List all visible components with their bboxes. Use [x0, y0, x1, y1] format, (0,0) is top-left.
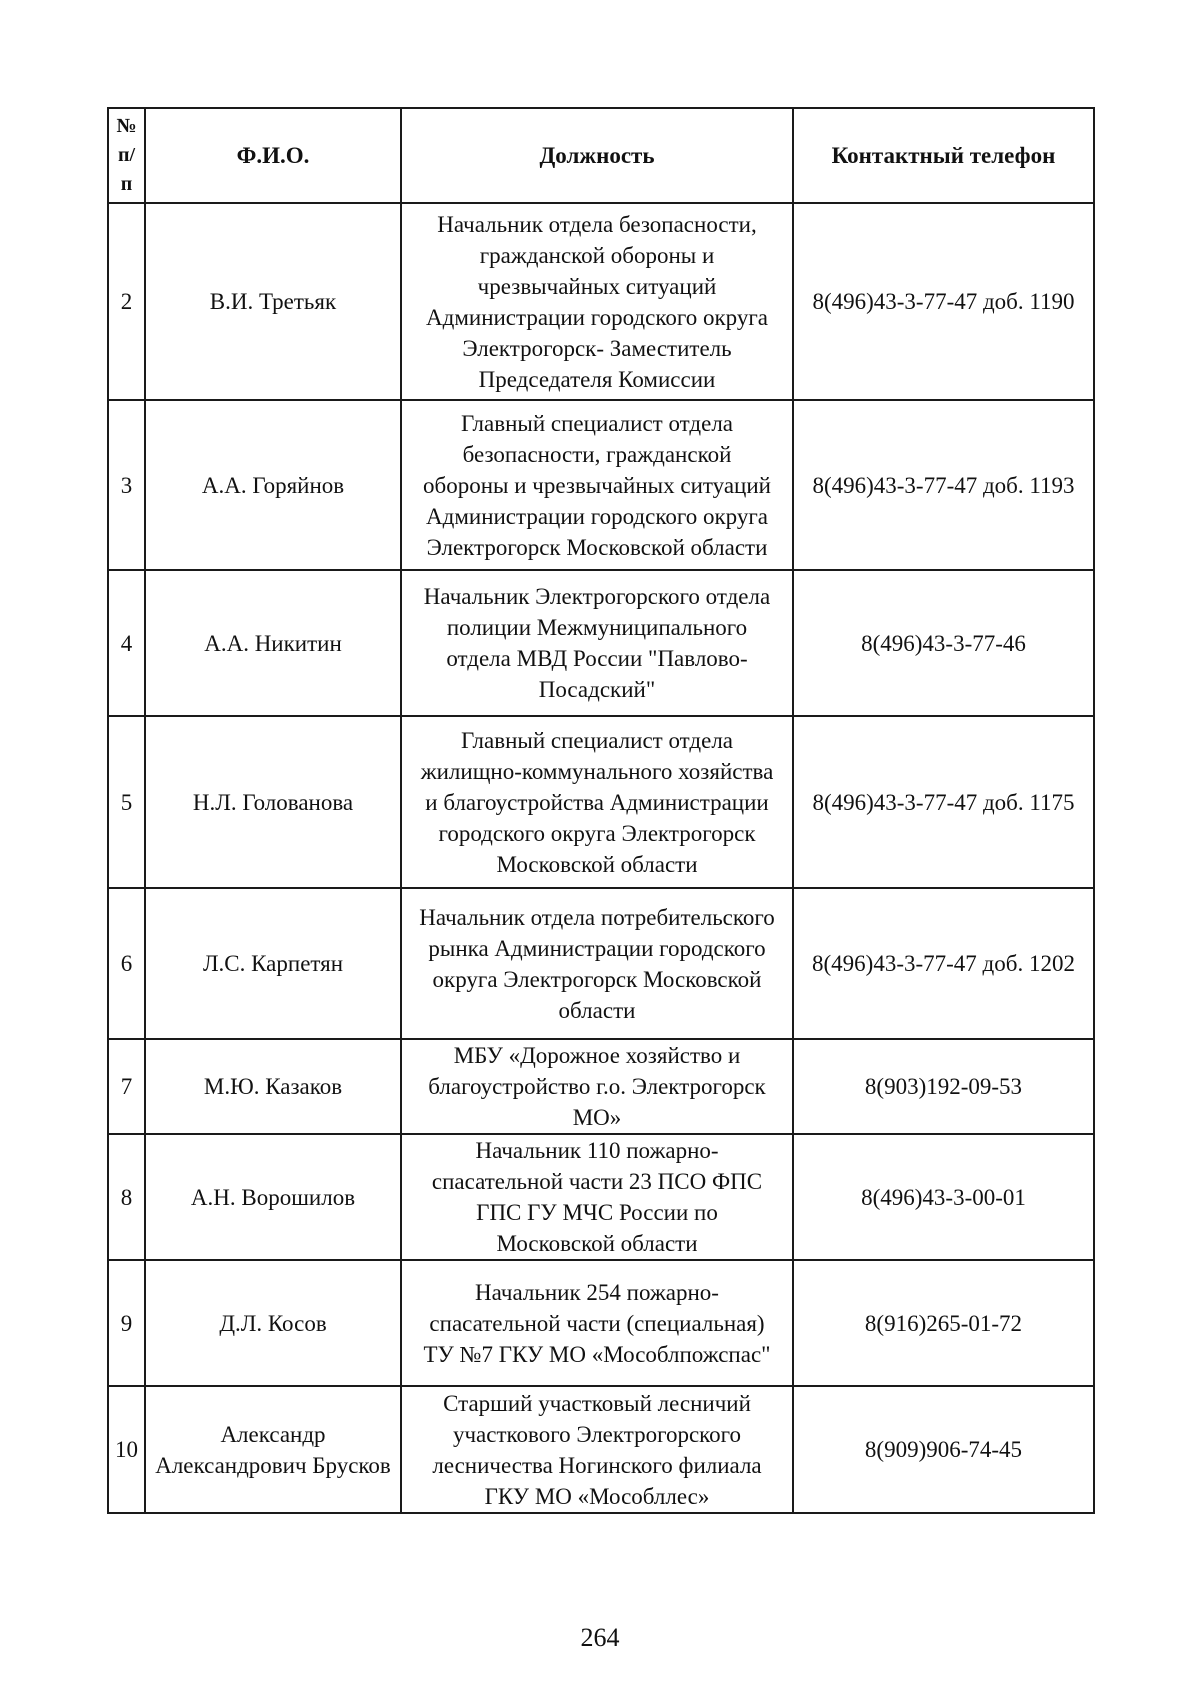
row-phone: 8(496)43-3-77-46 [793, 570, 1094, 716]
row-position: Старший участковый лесничий участкового Электрогорского лесничества Ногинского филиала ГКУ МО «Мособллес» [401, 1386, 793, 1513]
row-position: Главный специалист отдела безопасности, гражданской обороны и чрезвычайных ситуаций Администрации городского округа Электрогорск Московской области [401, 400, 793, 570]
row-name: Н.Л. Голованова [145, 716, 401, 888]
page-number: 264 [580, 1623, 620, 1652]
header-row [108, 108, 1094, 203]
header-phone: Контактный телефон [793, 108, 1094, 203]
row-number: 6 [108, 888, 145, 1039]
row-position: Начальник Электрогорского отдела полиции Межмуниципального отдела МВД России "Павлово- Посадский" [401, 570, 793, 716]
row-number: 7 [108, 1039, 145, 1134]
row-position: Начальник 110 пожарно- спасательной части 23 ПСО ФПС ГПС ГУ МЧС России по Московской области [401, 1134, 793, 1260]
row-name: Александр Александрович Брусков [145, 1386, 401, 1513]
contacts-table [107, 107, 1095, 1514]
row-phone: 8(496)43-3-77-47 доб. 1202 [793, 888, 1094, 1039]
row-phone: 8(916)265-01-72 [793, 1260, 1094, 1386]
table-row [108, 400, 1094, 570]
row-phone: 8(909)906-74-45 [793, 1386, 1094, 1513]
row-name: А.А. Никитин [145, 570, 401, 716]
row-phone: 8(496)43-3-77-47 доб. 1175 [793, 716, 1094, 888]
row-phone: 8(496)43-3-00-01 [793, 1134, 1094, 1260]
row-position: Начальник 254 пожарно- спасательной части (специальная) ТУ №7 ГКУ МО «Мособлпожспас" [401, 1260, 793, 1386]
row-number: 10 [108, 1386, 145, 1513]
row-phone: 8(496)43-3-77-47 доб. 1190 [793, 203, 1094, 400]
table-row [108, 1386, 1094, 1513]
row-name: Д.Л. Косов [145, 1260, 401, 1386]
header-position: Должность [401, 108, 793, 203]
row-name: В.И. Третьяк [145, 203, 401, 400]
row-position: Главный специалист отдела жилищно-коммунального хозяйства и благоустройства Администрации городского округа Электрогорск Московской области [401, 716, 793, 888]
table-row [108, 203, 1094, 400]
header-name: Ф.И.О. [145, 108, 401, 203]
row-number: 4 [108, 570, 145, 716]
row-position: Начальник отдела безопасности, гражданской обороны и чрезвычайных ситуаций Администрации городского округа Электрогорск- Заместитель Председателя Комиссии [401, 203, 793, 400]
table-row [108, 716, 1094, 888]
row-position: МБУ «Дорожное хозяйство и благоустройство г.о. Электрогорск МО» [401, 1039, 793, 1134]
row-name: А.А. Горяйнов [145, 400, 401, 570]
table-row [108, 570, 1094, 716]
row-number: 3 [108, 400, 145, 570]
table-row [108, 1039, 1094, 1134]
row-phone: 8(496)43-3-77-47 доб. 1193 [793, 400, 1094, 570]
table-row [108, 1260, 1094, 1386]
row-number: 8 [108, 1134, 145, 1260]
row-number: 2 [108, 203, 145, 400]
row-number: 9 [108, 1260, 145, 1386]
row-position: Начальник отдела потребительского рынка Администрации городского округа Электрогорск Московской области [401, 888, 793, 1039]
row-name: А.Н. Ворошилов [145, 1134, 401, 1260]
row-name: Л.С. Карпетян [145, 888, 401, 1039]
row-phone: 8(903)192-09-53 [793, 1039, 1094, 1134]
row-name: М.Ю. Казаков [145, 1039, 401, 1134]
row-number: 5 [108, 716, 145, 888]
table-row [108, 888, 1094, 1039]
header-number: № п/ п [108, 108, 145, 203]
table-row [108, 1134, 1094, 1260]
